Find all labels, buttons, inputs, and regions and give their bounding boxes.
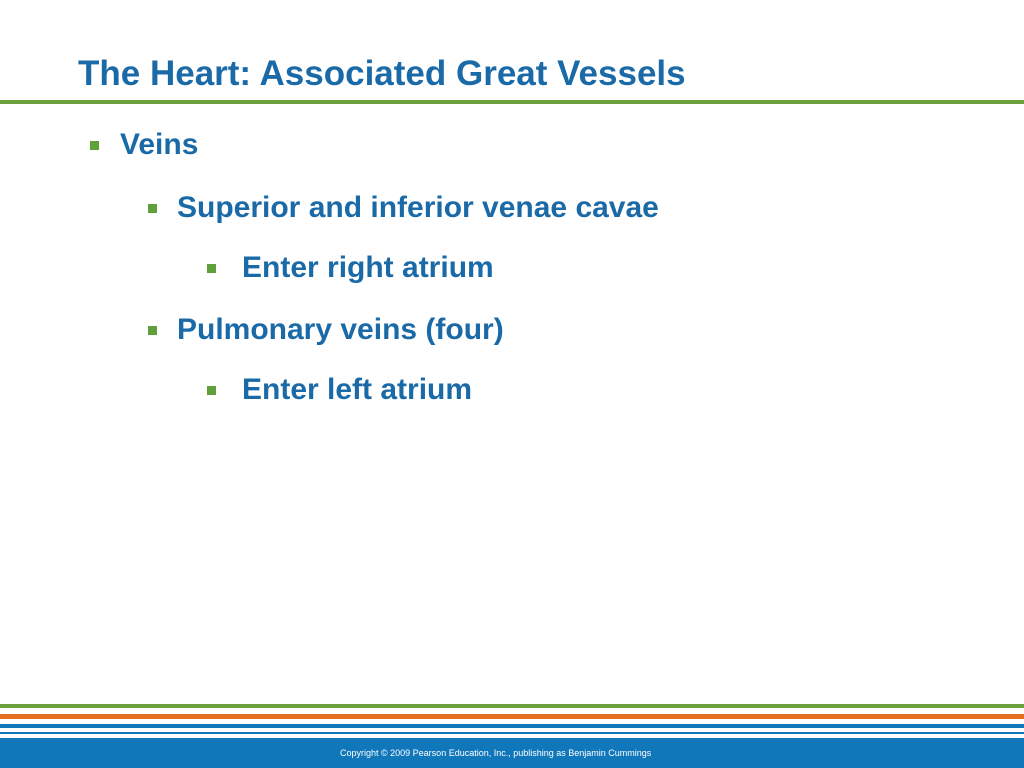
footer-stripe-blue-thin bbox=[0, 732, 1024, 734]
bullet-item bbox=[148, 183, 659, 233]
square-bullet-icon bbox=[207, 264, 216, 273]
footer-stripes bbox=[0, 704, 1024, 734]
bullet-item bbox=[207, 243, 494, 293]
bullet-text: Veins bbox=[120, 128, 199, 161]
bullet-item bbox=[148, 305, 504, 355]
square-bullet-icon bbox=[90, 141, 99, 150]
bullet-text: Enter right atrium bbox=[242, 251, 494, 284]
bullet-text: Enter left atrium bbox=[242, 373, 473, 406]
footer-bar bbox=[0, 738, 1024, 768]
title-divider bbox=[0, 100, 1024, 104]
footer-stripe-blue bbox=[0, 724, 1024, 728]
footer-stripe-green bbox=[0, 704, 1024, 708]
slide-title: The Heart: Associated Great Vessels bbox=[78, 54, 686, 93]
bullet-text: Superior and inferior venae cavae bbox=[177, 191, 659, 224]
copyright-text: Copyright © 2009 Pearson Education, Inc., publishing as Benjamin Cummings bbox=[340, 748, 652, 758]
square-bullet-icon bbox=[148, 326, 157, 335]
square-bullet-icon bbox=[148, 204, 157, 213]
bullet-text: Pulmonary veins (four) bbox=[177, 313, 504, 346]
square-bullet-icon bbox=[207, 386, 216, 395]
bullet-item bbox=[207, 365, 472, 415]
bullet-item bbox=[90, 120, 198, 170]
footer-stripe-orange bbox=[0, 714, 1024, 719]
